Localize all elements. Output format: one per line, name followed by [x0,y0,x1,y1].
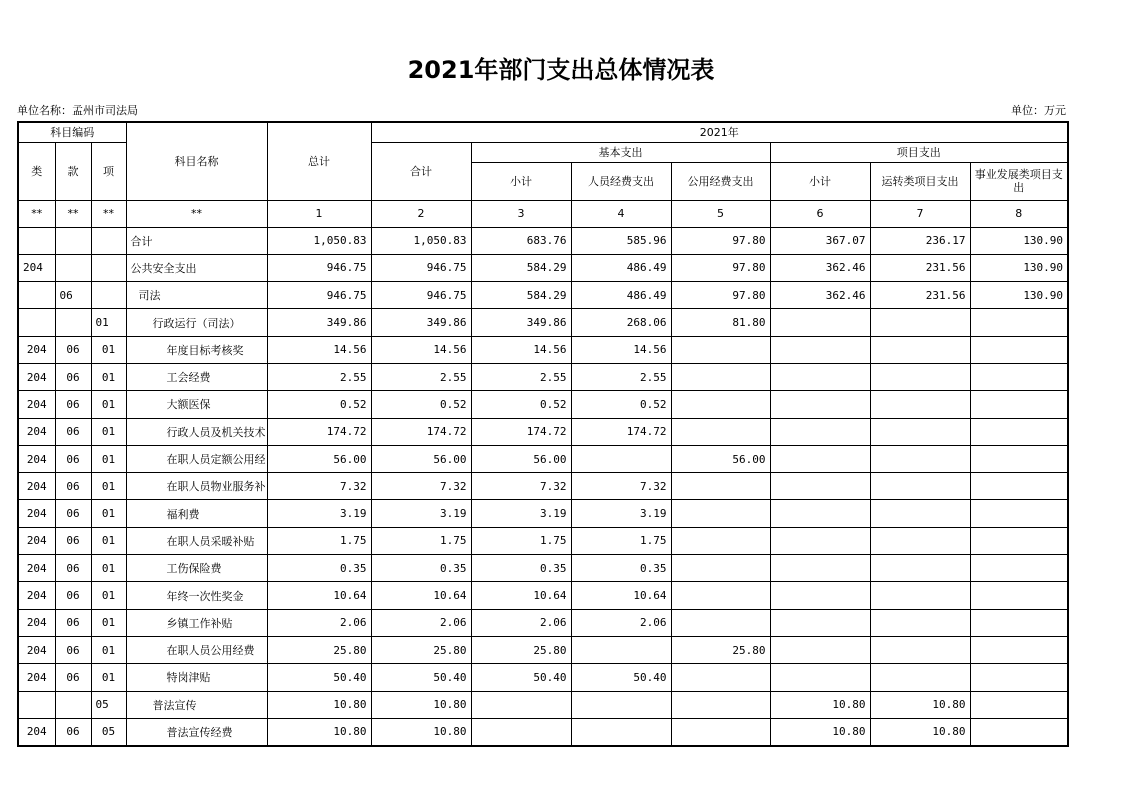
cell-kuan: 06 [55,609,91,636]
cell-total: 2.55 [267,363,371,390]
cell-project-subtotal: 10.80 [770,718,870,746]
cell-transfer: 10.80 [870,691,970,718]
cell-development [970,691,1068,718]
cell-public [671,555,770,582]
cell-name: 在职人员公用经费 [126,636,267,663]
cell-public [671,500,770,527]
cell-project-subtotal [770,418,870,445]
expenditure-table [17,121,1069,747]
col-number-3: 3 [471,200,571,227]
table-row [18,473,1068,500]
unit-name-label: 单位名称：孟州市司法局 [17,104,138,117]
cell-kuan [55,309,91,336]
col-number-1: 1 [267,200,371,227]
table-row [18,527,1068,554]
cell-kuan: 06 [55,282,91,309]
cell-lei: 204 [18,664,55,691]
cell-kuan: 06 [55,336,91,363]
cell-personnel: 3.19 [571,500,671,527]
cell-development [970,418,1068,445]
cell-name: 普法宣传 [126,691,267,718]
cell-development [970,309,1068,336]
cell-xiang: 01 [91,418,126,445]
cell-personnel: 486.49 [571,254,671,281]
cell-xiang: 01 [91,582,126,609]
cell-combined: 946.75 [371,254,471,281]
cell-public: 56.00 [671,445,770,472]
cell-xiang: 01 [91,363,126,390]
cell-development [970,527,1068,554]
cell-name: 在职人员采暖补贴 [126,527,267,554]
cell-kuan: 06 [55,391,91,418]
cell-combined: 1.75 [371,527,471,554]
cell-public: 25.80 [671,636,770,663]
cell-xiang: 01 [91,473,126,500]
cell-name: 公共安全支出 [126,254,267,281]
cell-lei: 204 [18,555,55,582]
table-row [18,391,1068,418]
header-project-subtotal: 小计 [770,162,870,200]
cell-xiang [91,282,126,309]
header-basic: 基本支出 [471,142,770,162]
cell-personnel: 1.75 [571,527,671,554]
cell-public [671,718,770,746]
cell-total: 7.32 [267,473,371,500]
cell-xiang: 01 [91,500,126,527]
cell-personnel [571,445,671,472]
currency-unit-label: 单位：万元 [1011,104,1066,117]
cell-combined: 7.32 [371,473,471,500]
cell-transfer [870,391,970,418]
cell-kuan: 06 [55,718,91,746]
cell-personnel: 10.64 [571,582,671,609]
marker-name: ** [126,200,267,227]
header-transfer: 运转类项目支出 [870,162,970,200]
cell-personnel [571,636,671,663]
cell-public [671,609,770,636]
cell-transfer [870,473,970,500]
marker-xiang: ** [91,200,126,227]
cell-basic-subtotal: 174.72 [471,418,571,445]
cell-project-subtotal [770,473,870,500]
cell-total: 14.56 [267,336,371,363]
cell-project-subtotal [770,363,870,390]
cell-transfer [870,527,970,554]
cell-transfer [870,500,970,527]
cell-public [671,336,770,363]
cell-personnel: 585.96 [571,227,671,254]
cell-name: 在职人员物业服务补 [126,473,267,500]
cell-development [970,473,1068,500]
cell-project-subtotal [770,309,870,336]
cell-xiang: 01 [91,527,126,554]
cell-xiang [91,227,126,254]
cell-combined: 2.06 [371,609,471,636]
cell-name: 年终一次性奖金 [126,582,267,609]
cell-name: 乡镇工作补贴 [126,609,267,636]
cell-personnel: 7.32 [571,473,671,500]
cell-combined: 174.72 [371,418,471,445]
cell-total: 0.52 [267,391,371,418]
header-total: 总计 [267,122,371,200]
header-basic-subtotal: 小计 [471,162,571,200]
cell-xiang: 05 [91,718,126,746]
cell-transfer [870,445,970,472]
cell-development [970,555,1068,582]
cell-transfer [870,609,970,636]
cell-combined: 10.80 [371,691,471,718]
cell-name: 司法 [126,282,267,309]
cell-kuan: 06 [55,555,91,582]
cell-total: 349.86 [267,309,371,336]
cell-development [970,391,1068,418]
cell-total: 50.40 [267,664,371,691]
cell-public [671,691,770,718]
marker-lei: ** [18,200,55,227]
cell-public [671,582,770,609]
col-number-8: 8 [970,200,1068,227]
cell-combined: 50.40 [371,664,471,691]
cell-public [671,418,770,445]
table-row [18,445,1068,472]
cell-total: 3.19 [267,500,371,527]
cell-public [671,664,770,691]
cell-name: 普法宣传经费 [126,718,267,746]
cell-combined: 1,050.83 [371,227,471,254]
table-row [18,282,1068,309]
cell-basic-subtotal: 50.40 [471,664,571,691]
header-subject-name: 科目名称 [126,122,267,200]
cell-combined: 3.19 [371,500,471,527]
table-header [18,122,1068,227]
cell-personnel: 0.35 [571,555,671,582]
cell-lei: 204 [18,582,55,609]
cell-public: 97.80 [671,282,770,309]
cell-total: 946.75 [267,254,371,281]
cell-lei: 204 [18,609,55,636]
table-row [18,555,1068,582]
cell-lei: 204 [18,336,55,363]
cell-public [671,391,770,418]
header-xiang: 项 [91,142,126,200]
cell-basic-subtotal: 3.19 [471,500,571,527]
cell-total: 1.75 [267,527,371,554]
cell-lei: 204 [18,418,55,445]
cell-development [970,582,1068,609]
cell-basic-subtotal [471,691,571,718]
cell-total: 946.75 [267,282,371,309]
cell-kuan [55,254,91,281]
cell-project-subtotal [770,664,870,691]
cell-name: 特岗津贴 [126,664,267,691]
cell-lei: 204 [18,718,55,746]
header-year: 2021年 [371,122,1068,142]
cell-personnel: 2.06 [571,609,671,636]
cell-basic-subtotal: 584.29 [471,282,571,309]
cell-kuan: 06 [55,473,91,500]
header-personnel: 人员经费支出 [571,162,671,200]
cell-combined: 14.56 [371,336,471,363]
header-public: 公用经费支出 [671,162,770,200]
header-development: 事业发展类项目支出 [970,162,1068,200]
cell-basic-subtotal: 25.80 [471,636,571,663]
cell-lei: 204 [18,473,55,500]
cell-combined: 10.64 [371,582,471,609]
table-row [18,664,1068,691]
cell-lei [18,691,55,718]
cell-total: 0.35 [267,555,371,582]
cell-kuan [55,227,91,254]
cell-personnel: 50.40 [571,664,671,691]
cell-combined: 0.52 [371,391,471,418]
cell-name: 年度目标考核奖 [126,336,267,363]
cell-project-subtotal: 10.80 [770,691,870,718]
header-subject-code: 科目编码 [18,122,126,142]
cell-development [970,500,1068,527]
cell-combined: 56.00 [371,445,471,472]
cell-personnel: 0.52 [571,391,671,418]
cell-development [970,664,1068,691]
cell-xiang: 01 [91,609,126,636]
cell-basic-subtotal: 683.76 [471,227,571,254]
cell-kuan: 06 [55,582,91,609]
cell-name: 福利费 [126,500,267,527]
cell-development [970,636,1068,663]
cell-basic-subtotal: 7.32 [471,473,571,500]
table-row [18,254,1068,281]
cell-transfer: 231.56 [870,254,970,281]
cell-public [671,527,770,554]
cell-xiang: 01 [91,664,126,691]
cell-personnel: 174.72 [571,418,671,445]
cell-xiang: 01 [91,555,126,582]
cell-public: 81.80 [671,309,770,336]
cell-project-subtotal: 362.46 [770,254,870,281]
col-number-5: 5 [671,200,770,227]
cell-transfer: 231.56 [870,282,970,309]
table-row [18,227,1068,254]
cell-xiang: 01 [91,445,126,472]
table-row [18,363,1068,390]
cell-public: 97.80 [671,254,770,281]
cell-personnel [571,691,671,718]
cell-project-subtotal [770,445,870,472]
cell-project-subtotal: 362.46 [770,282,870,309]
table-row [18,500,1068,527]
cell-public [671,363,770,390]
cell-personnel [571,718,671,746]
cell-development [970,609,1068,636]
cell-transfer [870,555,970,582]
cell-total: 2.06 [267,609,371,636]
cell-personnel: 2.55 [571,363,671,390]
cell-kuan: 06 [55,418,91,445]
header-project: 项目支出 [770,142,1068,162]
cell-name: 合计 [126,227,267,254]
cell-basic-subtotal: 14.56 [471,336,571,363]
cell-basic-subtotal: 584.29 [471,254,571,281]
cell-xiang: 01 [91,636,126,663]
cell-personnel: 14.56 [571,336,671,363]
cell-kuan: 06 [55,527,91,554]
cell-total: 56.00 [267,445,371,472]
table-row [18,582,1068,609]
header-kuan: 款 [55,142,91,200]
cell-xiang: 01 [91,391,126,418]
cell-development [970,336,1068,363]
cell-combined: 2.55 [371,363,471,390]
marker-kuan: ** [55,200,91,227]
cell-project-subtotal [770,582,870,609]
cell-project-subtotal [770,500,870,527]
header-combined: 合计 [371,142,471,200]
cell-combined: 25.80 [371,636,471,663]
cell-total: 10.80 [267,691,371,718]
cell-total: 1,050.83 [267,227,371,254]
cell-total: 10.64 [267,582,371,609]
cell-combined: 0.35 [371,555,471,582]
cell-development [970,718,1068,746]
cell-basic-subtotal: 1.75 [471,527,571,554]
cell-transfer [870,418,970,445]
cell-basic-subtotal: 349.86 [471,309,571,336]
cell-combined: 10.80 [371,718,471,746]
cell-total: 174.72 [267,418,371,445]
cell-name: 行政人员及机关技术 [126,418,267,445]
cell-development: 130.90 [970,227,1068,254]
cell-lei [18,227,55,254]
cell-lei: 204 [18,254,55,281]
cell-project-subtotal [770,636,870,663]
table-row [18,636,1068,663]
col-number-7: 7 [870,200,970,227]
cell-lei [18,282,55,309]
cell-development: 130.90 [970,282,1068,309]
header-lei: 类 [18,142,55,200]
cell-basic-subtotal: 2.06 [471,609,571,636]
col-number-6: 6 [770,200,870,227]
cell-kuan: 06 [55,445,91,472]
cell-xiang [91,254,126,281]
cell-kuan [55,691,91,718]
cell-lei [18,309,55,336]
cell-basic-subtotal: 0.52 [471,391,571,418]
col-number-4: 4 [571,200,671,227]
cell-combined: 349.86 [371,309,471,336]
cell-name: 工伤保险费 [126,555,267,582]
cell-transfer [870,336,970,363]
cell-project-subtotal [770,336,870,363]
cell-combined: 946.75 [371,282,471,309]
cell-public: 97.80 [671,227,770,254]
cell-transfer [870,636,970,663]
cell-xiang: 01 [91,336,126,363]
table-row [18,336,1068,363]
cell-transfer [870,363,970,390]
cell-transfer: 10.80 [870,718,970,746]
table-row [18,718,1068,746]
page-title: 2021年部门支出总体情况表 [407,56,715,84]
cell-basic-subtotal [471,718,571,746]
cell-transfer [870,582,970,609]
cell-xiang: 05 [91,691,126,718]
cell-kuan: 06 [55,363,91,390]
cell-project-subtotal [770,391,870,418]
cell-lei: 204 [18,445,55,472]
cell-development [970,363,1068,390]
cell-total: 10.80 [267,718,371,746]
cell-transfer [870,664,970,691]
cell-basic-subtotal: 0.35 [471,555,571,582]
cell-basic-subtotal: 10.64 [471,582,571,609]
cell-kuan: 06 [55,664,91,691]
cell-total: 25.80 [267,636,371,663]
table-row [18,418,1068,445]
cell-personnel: 486.49 [571,282,671,309]
cell-project-subtotal [770,609,870,636]
table-row [18,609,1068,636]
cell-kuan: 06 [55,636,91,663]
col-number-2: 2 [371,200,471,227]
cell-development [970,445,1068,472]
cell-kuan: 06 [55,500,91,527]
cell-project-subtotal [770,555,870,582]
cell-lei: 204 [18,363,55,390]
cell-lei: 204 [18,527,55,554]
cell-lei: 204 [18,391,55,418]
cell-xiang: 01 [91,309,126,336]
table-row [18,691,1068,718]
cell-project-subtotal [770,527,870,554]
table-body [18,227,1068,746]
cell-name: 大额医保 [126,391,267,418]
cell-name: 在职人员定额公用经 [126,445,267,472]
cell-name: 工会经费 [126,363,267,390]
cell-project-subtotal: 367.07 [770,227,870,254]
cell-lei: 204 [18,636,55,663]
table-row [18,309,1068,336]
cell-name: 行政运行（司法） [126,309,267,336]
cell-basic-subtotal: 2.55 [471,363,571,390]
cell-lei: 204 [18,500,55,527]
cell-transfer: 236.17 [870,227,970,254]
cell-development: 130.90 [970,254,1068,281]
cell-transfer [870,309,970,336]
cell-basic-subtotal: 56.00 [471,445,571,472]
cell-personnel: 268.06 [571,309,671,336]
cell-public [671,473,770,500]
